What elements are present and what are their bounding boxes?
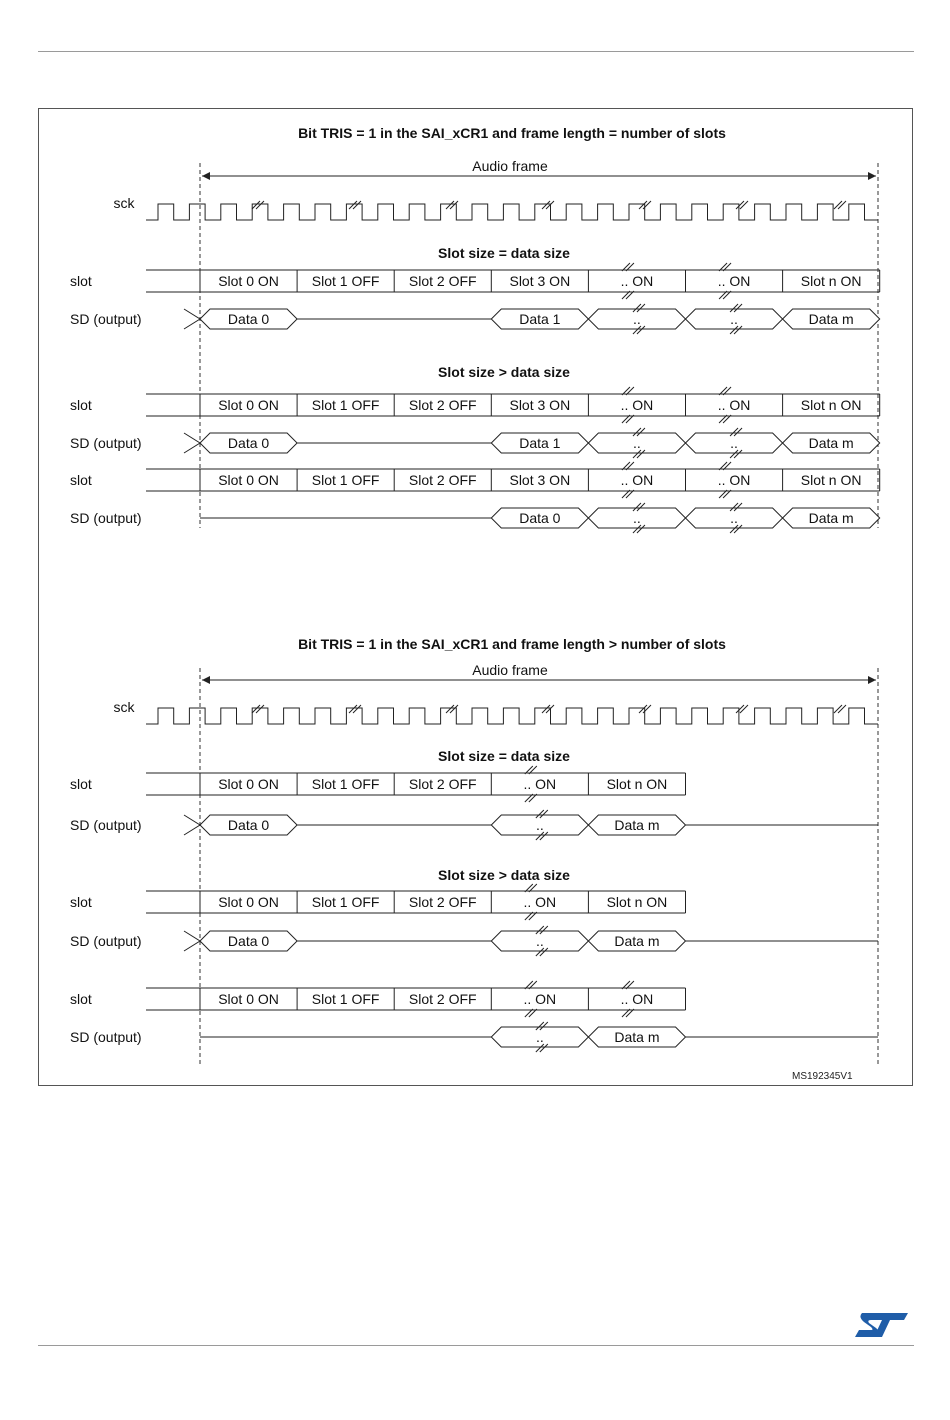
sec1-g1-r2-slot-cell-2: Slot 2 OFF bbox=[408, 991, 477, 1007]
sec1-sck-break-5 bbox=[736, 705, 748, 713]
sec0-g1-r2-slot-cell-4: .. ON bbox=[620, 472, 654, 488]
sec1-g1-r2-slot-label: slot bbox=[70, 991, 92, 1007]
sec1-g1-r0-slot-label: slot bbox=[70, 894, 92, 910]
sec0-g0-r0-slot-cell-4: .. ON bbox=[620, 273, 654, 289]
sec1-frame-arrow-right-icon bbox=[868, 676, 876, 684]
sec0-g1-r1-data-label-5: .. bbox=[730, 435, 738, 451]
sec0-g1-r3-data-label-3: Data 0 bbox=[519, 510, 561, 526]
st-logo bbox=[852, 1310, 910, 1340]
sec0-g1-r1-data-label-4: .. bbox=[633, 435, 641, 451]
sec0-sck-break-3 bbox=[542, 201, 554, 209]
sec0-g0-subtitle: Slot size = data size bbox=[438, 245, 570, 261]
sec0-sck-break-1 bbox=[349, 201, 361, 209]
sec1-sck-break-6 bbox=[834, 705, 846, 713]
sec1-g0-r0-slot-cell-1: Slot 1 OFF bbox=[311, 776, 380, 792]
sec1-sck-waveform bbox=[146, 708, 878, 724]
sec1-g0-r1-sd-label: SD (output) bbox=[70, 817, 142, 833]
sec1-g1-subtitle: Slot size > data size bbox=[438, 867, 570, 883]
sec0-frame-arrow-left-icon bbox=[202, 172, 210, 180]
sec0-g1-r0-slot-cell-4: .. ON bbox=[620, 397, 654, 413]
sec1-g0-r1-data-label-3: .. bbox=[535, 817, 544, 833]
sec0-g1-subtitle: Slot size > data size bbox=[438, 364, 570, 380]
sec0-title: Bit TRIS = 1 in the SAI_xCR1 and frame length = number of slots bbox=[298, 125, 726, 141]
sec1-g0-r1-data-label-4: Data m bbox=[614, 817, 660, 833]
sec1-g1-r2-slot-cell-3: .. ON bbox=[523, 991, 557, 1007]
sec0-g1-r0-slot-cell-2: Slot 2 OFF bbox=[408, 397, 477, 413]
sec0-sck-break-0 bbox=[252, 201, 264, 209]
sec0-g1-r2-slot-cell-1: Slot 1 OFF bbox=[311, 472, 380, 488]
sec0-g0-r1-data-label-6: Data m bbox=[808, 311, 854, 327]
sec1-g0-r1-entry-cross-left bbox=[184, 815, 200, 835]
sec1-g1-r0-slot-cell-4: Slot n ON bbox=[606, 894, 668, 910]
sec0-g1-r2-slot-cell-3: Slot 3 ON bbox=[509, 472, 571, 488]
sec0-g1-r2-slot-label: slot bbox=[70, 472, 92, 488]
sec0-g1-r1-entry-cross-left bbox=[184, 433, 200, 453]
sec1-g1-r0-slot-cell-0: Slot 0 ON bbox=[218, 894, 279, 910]
sec0-g0-r0-slot-cell-5: .. ON bbox=[717, 273, 751, 289]
sec0-g1-r1-data-label-0: Data 0 bbox=[227, 435, 270, 451]
sec1-title: Bit TRIS = 1 in the SAI_xCR1 and frame length > number of slots bbox=[298, 636, 726, 652]
sec0-g0-r1-entry-cross-left bbox=[184, 309, 200, 329]
sec1-frame-label: Audio frame bbox=[472, 662, 548, 678]
sec0-g1-r0-slot-cell-6: Slot n ON bbox=[800, 397, 862, 413]
sec0-g1-r3-data-label-4: .. bbox=[633, 510, 641, 526]
sec0-g1-r0-slot-label: slot bbox=[70, 397, 92, 413]
sec0-g0-r1-data-label-3: Data 1 bbox=[519, 311, 561, 327]
sec1-sck-label: sck bbox=[113, 699, 135, 715]
sec1-g0-r0-slot-cell-0: Slot 0 ON bbox=[218, 776, 279, 792]
sec1-g1-r3-data-label-4: Data m bbox=[614, 1029, 660, 1045]
sec0-g1-r1-data-label-3: Data 1 bbox=[519, 435, 561, 451]
sec1-frame-arrow-left-icon bbox=[202, 676, 210, 684]
sec0-g0-r0-slot-label: slot bbox=[70, 273, 92, 289]
footer-rule bbox=[38, 1345, 914, 1346]
sec0-g0-r0-slot-cell-2: Slot 2 OFF bbox=[408, 273, 477, 289]
sec1-g1-r1-data-label-3: .. bbox=[535, 933, 544, 949]
sec1-g1-r1-entry-cross-left bbox=[184, 931, 200, 951]
sec1-g1-r3-data-label-3: .. bbox=[535, 1029, 544, 1045]
sec0-g1-r1-sd-label: SD (output) bbox=[70, 435, 142, 451]
sec0-g1-r2-slot-cell-5: .. ON bbox=[717, 472, 751, 488]
sec0-g0-r1-data-label-4: .. bbox=[633, 311, 641, 327]
sec0-frame-arrow-right-icon bbox=[868, 172, 876, 180]
sec1-g0-r0-slot-cell-4: Slot n ON bbox=[606, 776, 668, 792]
figure-id: MS192345V1 bbox=[792, 1071, 853, 1082]
sec1-sck-break-1 bbox=[349, 705, 361, 713]
sec0-g0-r0-slot-cell-1: Slot 1 OFF bbox=[311, 273, 380, 289]
sec1-g1-r2-slot-cell-0: Slot 0 ON bbox=[218, 991, 279, 1007]
sec1-g0-subtitle: Slot size = data size bbox=[438, 748, 570, 764]
sec1-g0-r0-slot-cell-2: Slot 2 OFF bbox=[408, 776, 477, 792]
sec0-g1-r3-sd-label: SD (output) bbox=[70, 510, 142, 526]
sec1-g1-r2-slot-cell-1: Slot 1 OFF bbox=[311, 991, 380, 1007]
sec1-sck-break-3 bbox=[542, 705, 554, 713]
sec0-g1-r2-slot-cell-6: Slot n ON bbox=[800, 472, 862, 488]
sec1-g0-r0-slot-label: slot bbox=[70, 776, 92, 792]
sec1-g1-r2-slot-cell-4: .. ON bbox=[620, 991, 654, 1007]
sec0-g1-r3-data-label-5: .. bbox=[730, 510, 738, 526]
sec1-g0-r1-data-label-0: Data 0 bbox=[227, 817, 270, 833]
sec0-g0-r1-sd-label: SD (output) bbox=[70, 311, 142, 327]
sec0-sck-label: sck bbox=[113, 195, 135, 211]
sec1-g1-r3-sd-label: SD (output) bbox=[70, 1029, 142, 1045]
sec1-g1-r1-data-label-0: Data 0 bbox=[227, 933, 270, 949]
sec0-frame-label: Audio frame bbox=[472, 158, 548, 174]
sec0-g0-r1-data-label-5: .. bbox=[730, 311, 738, 327]
sec0-g0-r1-data-label-0: Data 0 bbox=[227, 311, 270, 327]
sec0-g1-r3-data-label-6: Data m bbox=[808, 510, 854, 526]
sec1-g1-r0-slot-cell-1: Slot 1 OFF bbox=[311, 894, 380, 910]
sec1-g1-r1-sd-label: SD (output) bbox=[70, 933, 142, 949]
sec1-g1-r0-slot-cell-2: Slot 2 OFF bbox=[408, 894, 477, 910]
sec1-g1-r1-data-label-4: Data m bbox=[614, 933, 660, 949]
sec1-g1-r0-slot-cell-3: .. ON bbox=[523, 894, 557, 910]
sec0-g1-r2-slot-cell-0: Slot 0 ON bbox=[218, 472, 279, 488]
sec0-g1-r0-slot-cell-0: Slot 0 ON bbox=[218, 397, 279, 413]
sec0-g1-r0-slot-cell-1: Slot 1 OFF bbox=[311, 397, 380, 413]
sec0-g1-r0-slot-cell-3: Slot 3 ON bbox=[509, 397, 571, 413]
sec0-g0-r0-slot-cell-3: Slot 3 ON bbox=[509, 273, 571, 289]
sec0-g1-r0-slot-cell-5: .. ON bbox=[717, 397, 751, 413]
sec1-sck-break-0 bbox=[252, 705, 264, 713]
sec0-g1-r1-data-label-6: Data m bbox=[808, 435, 854, 451]
sec0-sck-break-6 bbox=[834, 201, 846, 209]
sec0-sck-break-5 bbox=[736, 201, 748, 209]
sec0-g0-r0-slot-cell-6: Slot n ON bbox=[800, 273, 862, 289]
sec0-sck-waveform bbox=[146, 204, 878, 220]
sec0-g1-r2-slot-cell-2: Slot 2 OFF bbox=[408, 472, 477, 488]
sec1-g0-r0-slot-cell-3: .. ON bbox=[523, 776, 557, 792]
sec0-g0-r0-slot-cell-0: Slot 0 ON bbox=[218, 273, 279, 289]
